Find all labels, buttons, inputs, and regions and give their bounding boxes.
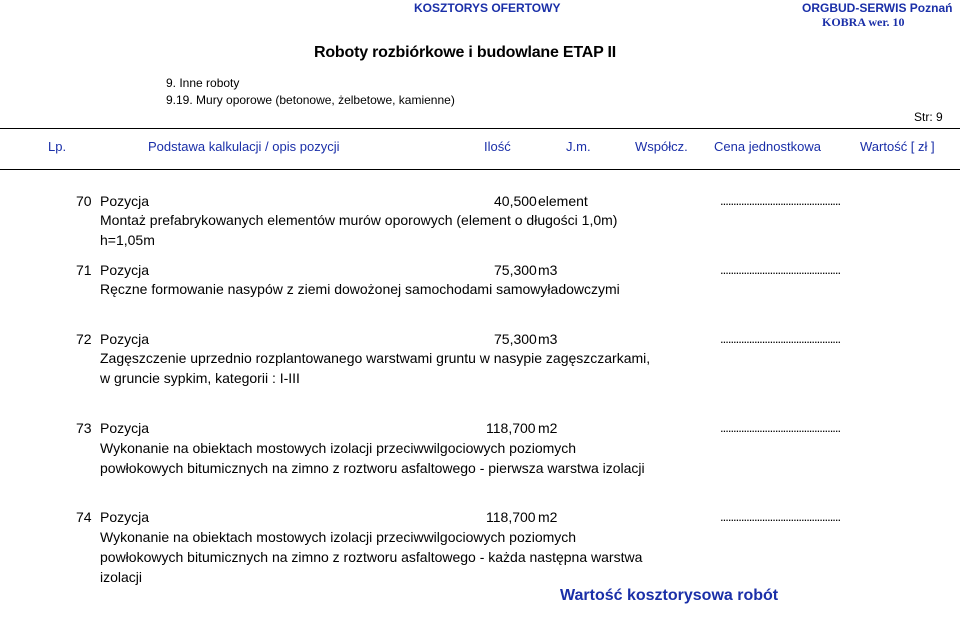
item-value-placeholder: .............................................. [720, 193, 841, 208]
header-top-rule [0, 128, 960, 129]
software-version: KOBRA wer. 10 [822, 15, 905, 29]
item-unit: m2 [538, 509, 558, 525]
item-value-placeholder: .............................................. [720, 331, 841, 346]
item-value-placeholder: .............................................. [720, 509, 841, 524]
item-value-placeholder: .............................................. [720, 262, 841, 277]
item-quantity: 118,700 [486, 420, 536, 436]
item-quantity: 75,300 [494, 262, 537, 278]
company-name: ORGBUD-SERWIS Poznań [802, 1, 953, 15]
item-unit: element [538, 193, 588, 209]
item-quantity: 118,700 [486, 509, 536, 525]
item-description: Montaż prefabrykowanych elementów murów oporowych (element o długości 1,0m) h=1,05m [100, 212, 618, 248]
item-lp: 70 [76, 193, 92, 209]
item-basis: Pozycja [100, 331, 150, 347]
column-quantity: Ilość [484, 139, 511, 154]
item-quantity: 75,300 [494, 331, 537, 347]
summary-label: Wartość kosztorysowa robót [560, 587, 779, 604]
item-unit: m3 [538, 262, 558, 278]
item-description: Wykonanie na obiektach mostowych izolacji przeciwwilgociowych poziomych powłokowych bitumicznych na zimno z roztworu asfaltowego - pierwsza warstwa izolacji [100, 440, 645, 476]
item-lp: 71 [76, 262, 92, 278]
column-value: Wartość [ zł ] [860, 139, 935, 154]
item-quantity: 40,500 [494, 193, 537, 209]
subsection-label: 9.19. Mury oporowe (betonowe, żelbetowe, kamienne) [166, 93, 455, 107]
item-value-placeholder: .............................................. [720, 420, 841, 435]
item-basis: Pozycja [100, 509, 150, 525]
column-basis: Podstawa kalkulacji / opis pozycji [148, 139, 340, 154]
item-basis: Pozycja [100, 420, 150, 436]
document-type: KOSZTORYS OFERTOWY [414, 1, 561, 15]
column-unit-price: Cena jednostkowa [714, 139, 821, 154]
item-basis: Pozycja [100, 262, 150, 278]
header-bottom-rule [0, 169, 960, 170]
item-lp: 74 [76, 509, 92, 525]
item-description: Wykonanie na obiektach mostowych izolacji przeciwwilgociowych poziomych powłokowych bitumicznych na zimno z roztworu asfaltowego - każda następna warstwa izolacji [100, 529, 643, 585]
column-coefficient: Współcz. [635, 139, 688, 154]
item-lp: 73 [76, 420, 92, 436]
page-number: Str: 9 [914, 110, 943, 124]
column-lp: Lp. [48, 139, 67, 154]
item-lp: 72 [76, 331, 92, 347]
page-title: Roboty rozbiórkowe i budowlane ETAP II [314, 44, 617, 61]
section-label: 9. Inne roboty [166, 76, 240, 90]
item-description: Ręczne formowanie nasypów z ziemi dowożonej samochodami samowyładowczymi [100, 281, 620, 297]
item-unit: m2 [538, 420, 558, 436]
item-basis: Pozycja [100, 193, 150, 209]
item-unit: m3 [538, 331, 558, 347]
item-description: Zagęszczenie uprzednio rozplantowanego warstwami gruntu w nasypie zagęszczarkami, w gruncie sypkim, kategorii : I-III [100, 350, 651, 386]
column-unit: J.m. [566, 139, 591, 154]
